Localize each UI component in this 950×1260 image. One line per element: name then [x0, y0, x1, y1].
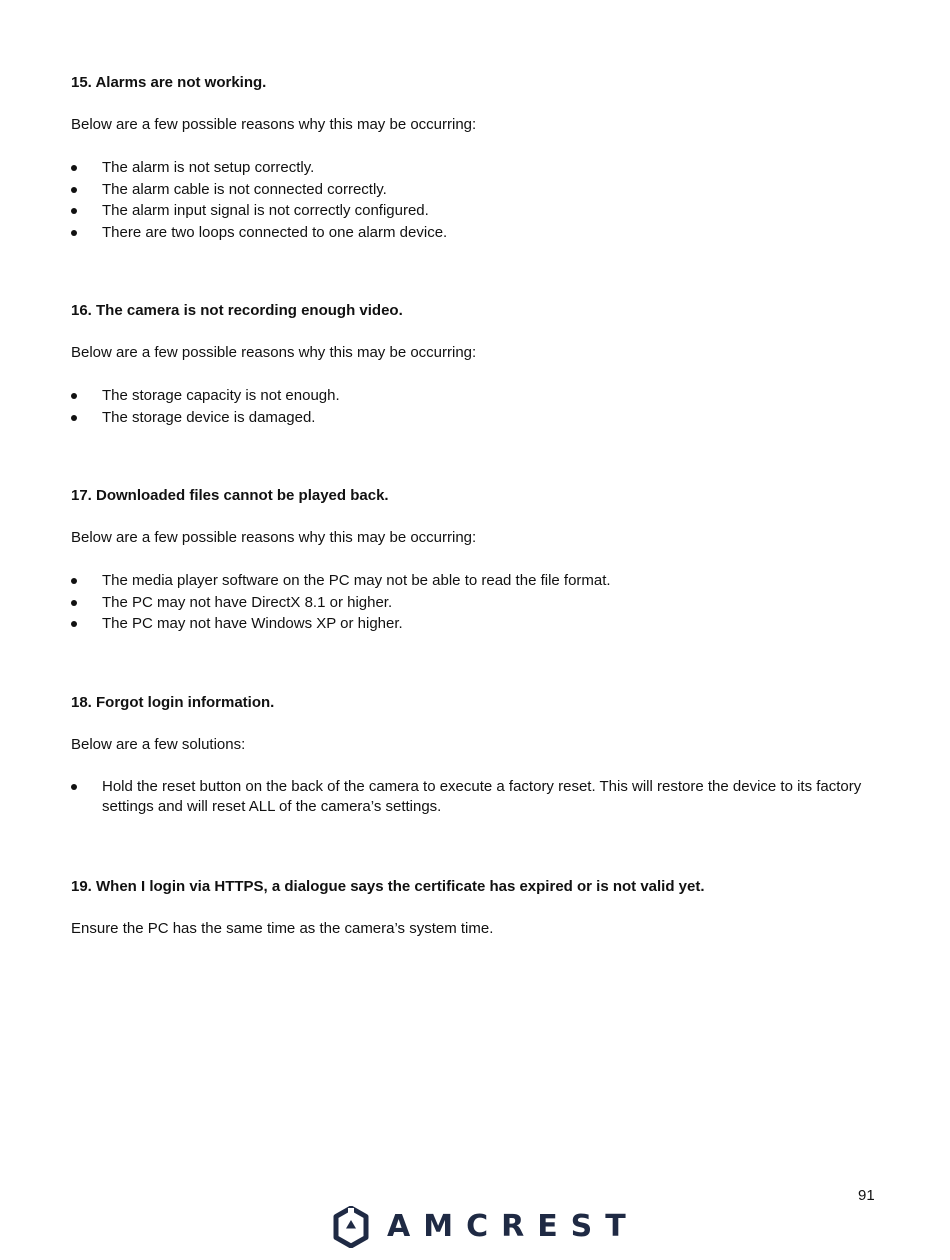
bullet-icon: [71, 415, 77, 421]
list-item: [71, 777, 871, 817]
bullet-list: [71, 777, 871, 817]
section-intro: Ensure the PC has the same time as the camera’s system time.: [71, 920, 494, 937]
list-item-text: The PC may not have DirectX 8.1 or higher.: [102, 593, 393, 611]
list-item-text: The storage device is damaged.: [102, 408, 316, 426]
list-item: [71, 613, 871, 635]
section-intro: Below are a few possible reasons why this may be occurring:: [71, 529, 477, 546]
section-heading: 16. The camera is not recording enough video.: [71, 302, 403, 319]
list-item: [71, 570, 871, 592]
list-item: [71, 179, 871, 201]
section-heading: 19. When I login via HTTPS, a dialogue says the certificate has expired or is not valid yet.: [71, 878, 705, 895]
faq-section-16: [71, 301, 871, 428]
bullet-icon: [71, 784, 77, 790]
bullet-icon: [71, 578, 77, 584]
list-item-text: There are two loops connected to one alarm device.: [102, 223, 448, 241]
brand-logo: [333, 1206, 639, 1248]
bullet-list: [71, 157, 871, 243]
bullet-list: [71, 385, 871, 428]
brand-wordmark: AMCREST: [387, 1209, 639, 1244]
section-intro: Below are a few possible reasons why this may be occurring:: [71, 116, 477, 133]
list-item: [71, 592, 871, 614]
faq-section-19: [71, 877, 871, 939]
bullet-icon: [71, 621, 77, 627]
section-heading: 17. Downloaded files cannot be played back.: [71, 487, 389, 504]
faq-section-18: [71, 693, 871, 817]
bullet-icon: [71, 187, 77, 193]
bullet-list: [71, 570, 871, 635]
faq-section-15: [71, 73, 871, 243]
section-heading: 15. Alarms are not working.: [71, 74, 267, 91]
section-intro: Below are a few possible reasons why this may be occurring:: [71, 344, 477, 361]
bullet-icon: [71, 208, 77, 214]
page-number: 91: [858, 1187, 875, 1204]
list-item-text: Hold the reset button on the back of the camera to execute a factory reset. This will restore the device to its factory settings and will reset ALL of the camera’s settings.: [102, 778, 862, 815]
faq-section-17: [71, 486, 871, 635]
amcrest-hexagon-icon: [333, 1206, 369, 1248]
section-heading: 18. Forgot login information.: [71, 694, 275, 711]
list-item: [71, 157, 871, 179]
list-item: [71, 222, 871, 244]
list-item: [71, 407, 871, 429]
list-item-text: The media player software on the PC may not be able to read the file format.: [102, 572, 611, 589]
bullet-icon: [71, 393, 77, 399]
list-item-text: The PC may not have Windows XP or higher.: [102, 615, 403, 633]
list-item: [71, 385, 871, 407]
section-intro: Below are a few solutions:: [71, 736, 246, 753]
list-item-text: The alarm is not setup correctly.: [102, 159, 315, 176]
bullet-icon: [71, 230, 77, 236]
list-item-text: The storage capacity is not enough.: [102, 387, 340, 404]
bullet-icon: [71, 600, 77, 606]
list-item: [71, 200, 871, 222]
bullet-icon: [71, 165, 77, 171]
list-item-text: The alarm cable is not connected correctly.: [102, 180, 387, 198]
list-item-text: The alarm input signal is not correctly configured.: [102, 202, 429, 220]
